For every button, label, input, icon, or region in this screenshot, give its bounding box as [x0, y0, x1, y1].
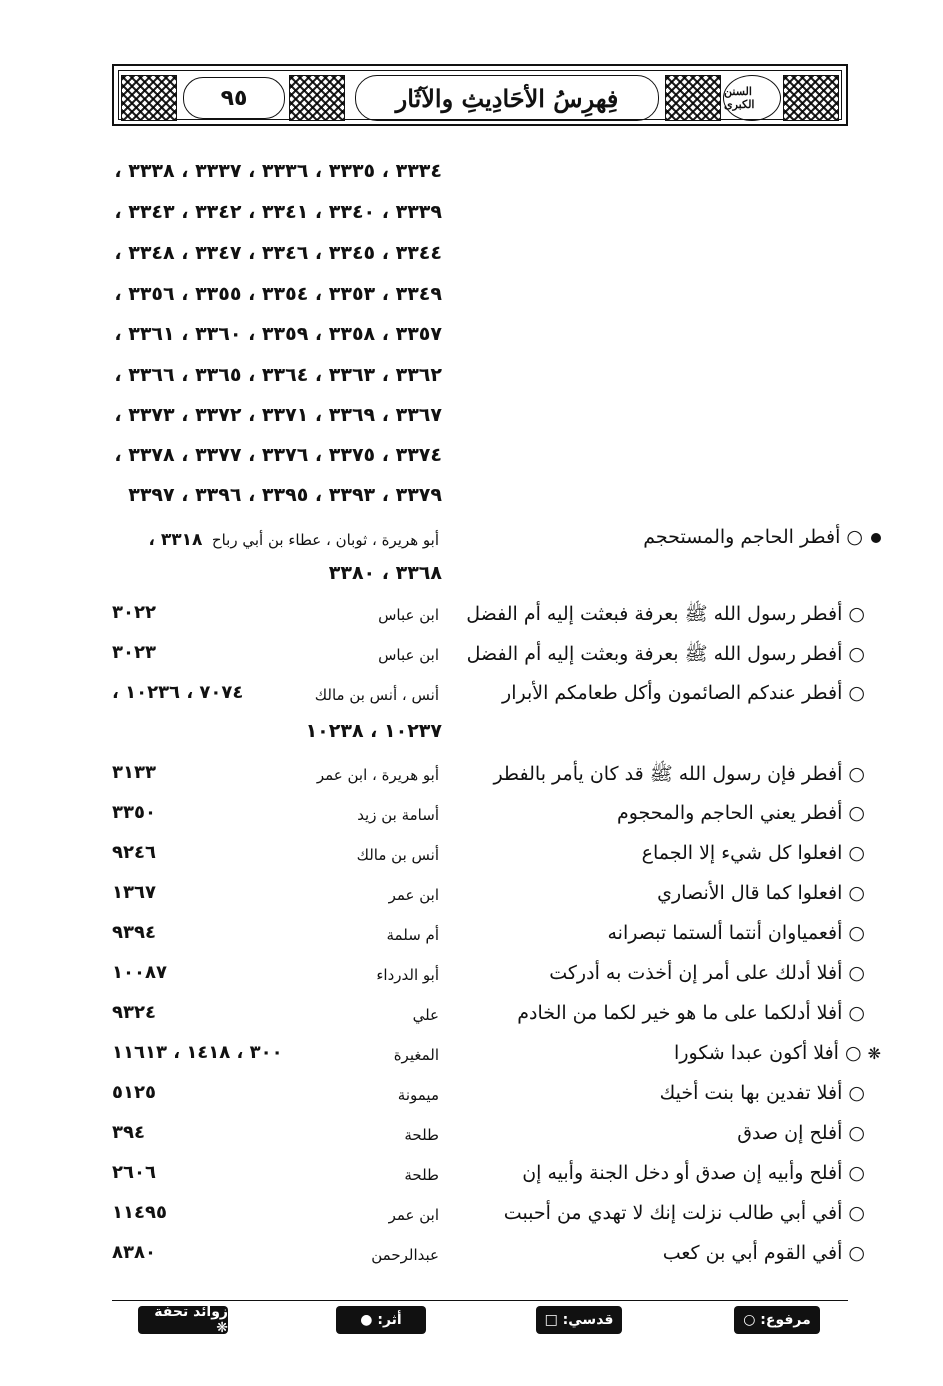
narrator: أنس ، أنس بن مالك [314, 686, 439, 704]
ref-numbers: ١٠٠٨٧ [112, 962, 167, 983]
ornament-left [121, 75, 177, 121]
page-number: ٩٥ [183, 77, 285, 119]
ref-line: ٣٣٤٩ ، ٣٣٥٣ ، ٣٣٥٤ ، ٣٣٥٥ ، ٣٣٥٦ ، [114, 283, 442, 305]
narrator: أبو هريرة ، ابن عمر [316, 766, 439, 784]
ref-numbers: ١٣٦٧ [112, 882, 156, 903]
hadith-entry [0, 758, 943, 794]
zawaid-star-icon: ❋ [867, 1044, 881, 1063]
ref-numbers: ٥١٢٥ [112, 1082, 156, 1103]
ref-numbers: ٣٠٢٢ [112, 602, 156, 623]
ornament-right-inner [665, 75, 721, 121]
hadith-entry [0, 1238, 943, 1274]
hadith-entry [0, 878, 943, 914]
ref-numbers: ٣٩٤ [112, 1122, 145, 1143]
ref-numbers: ٩٣٩٤ [112, 922, 156, 943]
footer-rule [112, 1300, 848, 1301]
hadith-entry [0, 1078, 943, 1114]
hadith-entry [0, 798, 943, 834]
hadith-entry [0, 1038, 943, 1074]
hadith-entry [0, 918, 943, 954]
ref-line: ٣٣٤٤ ، ٣٣٤٥ ، ٣٣٤٦ ، ٣٣٤٧ ، ٣٣٤٨ ، [114, 242, 442, 264]
ref-numbers: ٣٠٢٣ [112, 642, 156, 663]
book-seal-logo: السنن الكبرى [723, 75, 781, 121]
legend-zawaid: زوائد تحفة ❋ [138, 1306, 228, 1334]
page-title: فِهرِسُ الأحَادِيثِ والآثَار [355, 75, 659, 121]
ref-numbers: ٣٣٥٠ [112, 802, 156, 823]
hadith-text: ○ أفطر يعني الحاجم والمحجوم [616, 802, 865, 824]
narrator: علي [412, 1006, 439, 1024]
hadith-entry [0, 998, 943, 1034]
narrator: ابن عباس [378, 646, 439, 664]
hadith-text: ○ أفطر الحاجم والمستحجم [643, 526, 881, 548]
ref-numbers: ١١٤٩٥ [112, 1202, 167, 1223]
ornament-left-inner [289, 75, 345, 121]
hadith-entry [0, 838, 943, 874]
hadith-text: ○ أفعمياوان أنتما ألستما تبصرانه [607, 922, 865, 944]
ornament-right [783, 75, 839, 121]
legend-qudsi: قدسي: □ [536, 1306, 622, 1334]
narrator: المغيرة [393, 1046, 439, 1064]
hadith-entry [0, 638, 943, 674]
hadith-text: ○ أفلح وأبيه إن صدق أو دخل الجنة وأبيه إن [522, 1162, 865, 1184]
hadith-text: ○ أفطر رسول الله ﷺ بعرفة وبعثت إليه أم الفضل [466, 643, 865, 665]
hadith-text: ○ أفلا تفدين بها بنت أخيك [659, 1082, 865, 1104]
athar-bullet-icon [871, 533, 881, 543]
hadith-text: ○ أفي القوم أبي بن كعب [662, 1242, 865, 1264]
hadith-entry [0, 1198, 943, 1234]
hadith-text: ○ افعلوا كما قال الأنصاري [657, 882, 865, 904]
hadith-text: ❋○ أفلا أكون عبدا شكورا [674, 1042, 881, 1064]
page-header [112, 64, 848, 126]
ref-numbers: ٩٢٤٦ [112, 842, 156, 863]
narrator: ابن عباس [378, 606, 439, 624]
legend-athar: أثر: ● [336, 1306, 426, 1334]
hadith-text: ○ أفلا أدلكما على ما هو خير لكما من الخادم [517, 1002, 865, 1024]
hadith-entry [0, 1158, 943, 1194]
hadith-entry [0, 522, 943, 558]
narrator: أبو الدرداء [376, 966, 439, 984]
hadith-text: ○ أفطر رسول الله ﷺ بعرفة فبعثت إليه أم الفضل [466, 603, 865, 625]
ref-line: ١٠٢٣٧ ، ١٠٢٣٨ [305, 720, 442, 742]
hadith-text: ○ أفطر عندكم الصائمون وأكل طعامكم الأبرار [502, 682, 865, 704]
hadith-entry [0, 598, 943, 634]
ref-line: ٣٣٦٧ ، ٣٣٦٩ ، ٣٣٧١ ، ٣٣٧٢ ، ٣٣٧٣ ، [114, 404, 442, 426]
hadith-entry [0, 678, 943, 714]
ref-line: ٣٣٧٩ ، ٣٣٩٣ ، ٣٣٩٥ ، ٣٣٩٦ ، ٣٣٩٧ [128, 484, 442, 506]
hadith-entry [0, 1118, 943, 1154]
narrator: طلحة [404, 1126, 439, 1144]
ref-numbers: ٣٠٠ ، ١٤١٨ ، ١١٦١٣ [112, 1042, 283, 1063]
header-frame [118, 70, 842, 120]
ref-line: ٣٣٣٤ ، ٣٣٣٥ ، ٣٣٣٦ ، ٣٣٣٧ ، ٣٣٣٨ ، [114, 160, 442, 182]
hadith-text: ○ أفطر فإن رسول الله ﷺ قد كان يأمر بالفطر [493, 763, 865, 785]
hadith-text: ○ أفي أبي طالب نزلت إنك لا تهدي من أحببت [503, 1202, 865, 1224]
hadith-text: ○ افعلوا كل شيء إلا الجماع [641, 842, 865, 864]
narrator: ابن عمر [388, 886, 439, 904]
narrator: أم سلمة [386, 926, 439, 944]
narrator: طلحة [404, 1166, 439, 1184]
ref-numbers: ٩٣٢٤ [112, 1002, 156, 1023]
narrator: ابن عمر [388, 1206, 439, 1224]
narrator: عبدالرحمن [371, 1246, 439, 1264]
narrator: ميمونة [397, 1086, 439, 1104]
legend-marfu: مرفوع: ○ [734, 1306, 820, 1334]
ref-numbers: ٢٦٠٦ [112, 1162, 156, 1183]
hadith-text: ○ أفلا أدلك على أمر إن أخذت به أدركت [549, 962, 865, 984]
ref-numbers: ٣١٣٣ [112, 762, 156, 783]
narrator: أسامة بن زيد [357, 806, 439, 824]
ref-line: ٣٣٦٨ ، ٣٣٨٠ [328, 562, 442, 584]
ref-line: ٣٣٣٩ ، ٣٣٤٠ ، ٣٣٤١ ، ٣٣٤٢ ، ٣٣٤٣ ، [114, 201, 442, 223]
narrator: أنس بن مالك [356, 846, 439, 864]
ref-numbers: ٨٣٨٠ [112, 1242, 156, 1263]
ref-numbers: ٧٠٧٤ ، ١٠٢٣٦ ، [112, 682, 244, 703]
narrator: أبو هريرة ، ثوبان ، عطاء بن أبي رباح ٣٣١٨ ، [148, 530, 439, 550]
hadith-text: ○ أفلح إن صدق [737, 1122, 865, 1144]
ref-line: ٣٣٧٤ ، ٣٣٧٥ ، ٣٣٧٦ ، ٣٣٧٧ ، ٣٣٧٨ ، [114, 444, 442, 466]
hadith-entry [0, 958, 943, 994]
ref-line: ٣٣٦٢ ، ٣٣٦٣ ، ٣٣٦٤ ، ٣٣٦٥ ، ٣٣٦٦ ، [114, 364, 442, 386]
ref-line: ٣٣٥٧ ، ٣٣٥٨ ، ٣٣٥٩ ، ٣٣٦٠ ، ٣٣٦١ ، [114, 323, 442, 345]
